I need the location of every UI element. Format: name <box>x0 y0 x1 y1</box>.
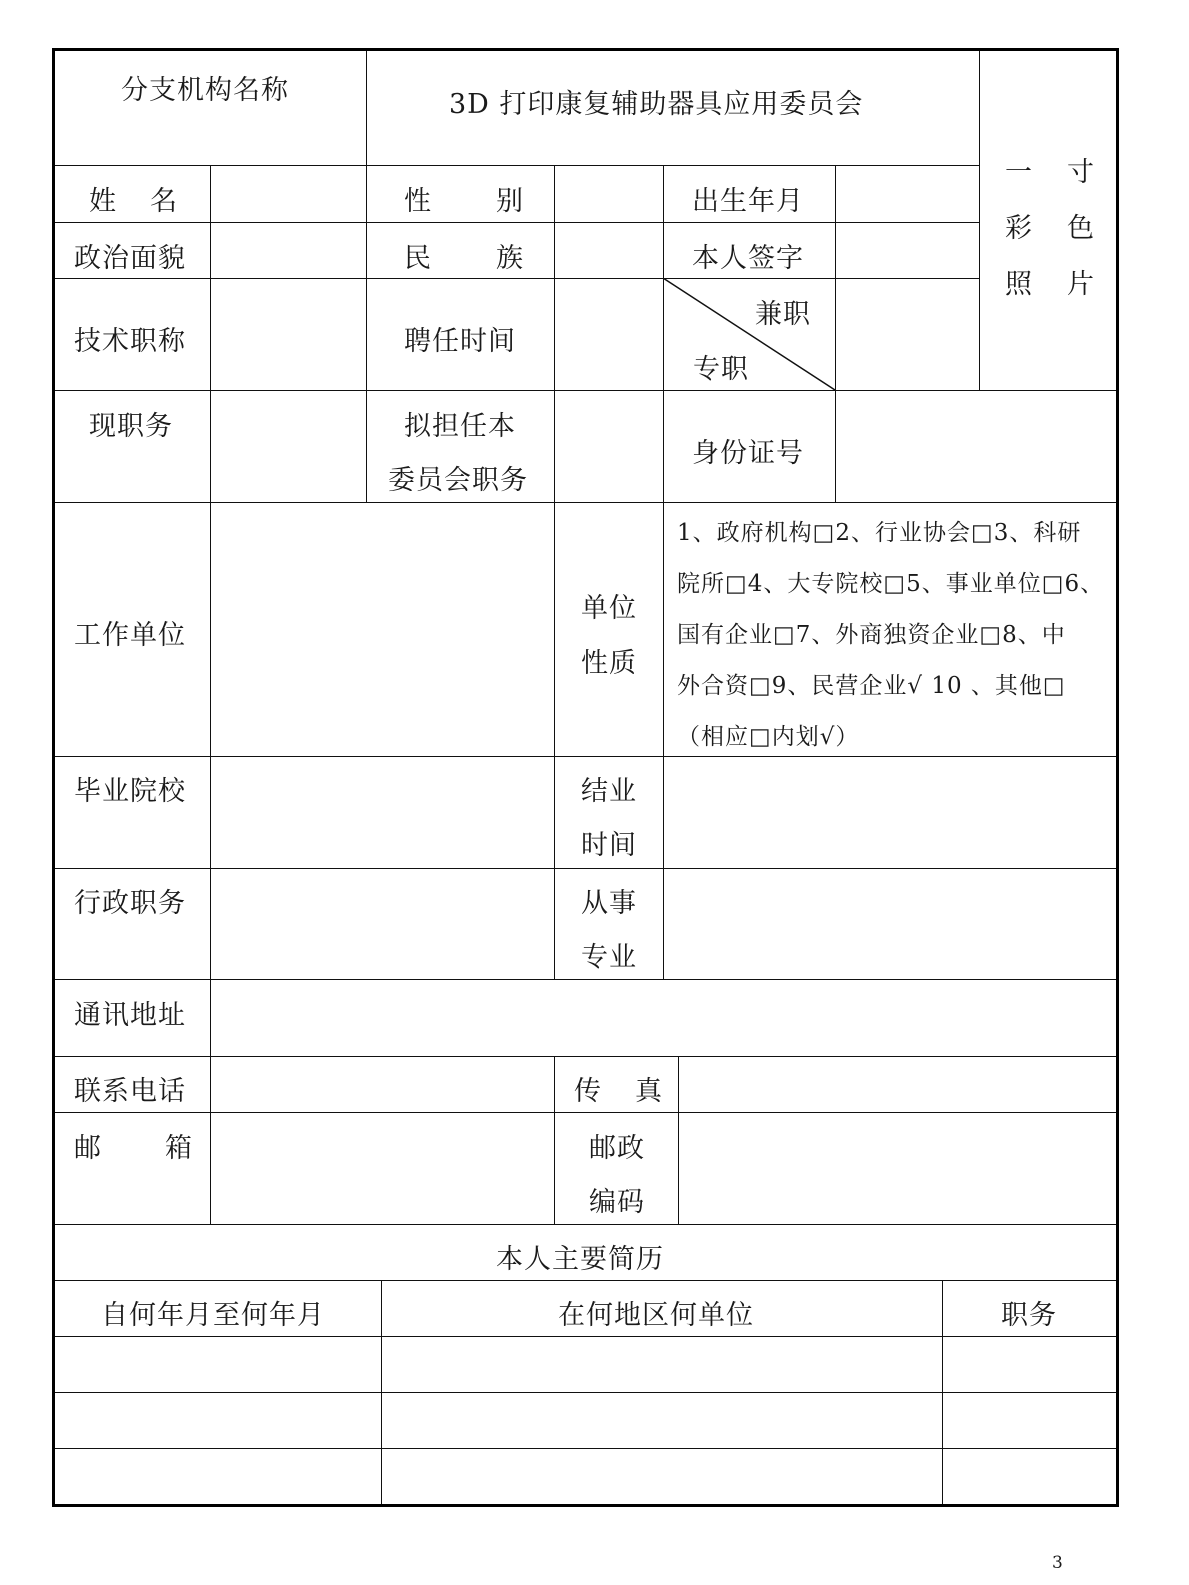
graduated-school-field[interactable] <box>213 759 552 866</box>
row-divider <box>55 1112 1116 1113</box>
resume-col-post: 职务 <box>1001 1300 1057 1331</box>
proposed-post-label: 委员会职务 <box>388 465 528 496</box>
row-divider <box>55 1224 1116 1225</box>
fax-field[interactable] <box>681 1059 1114 1110</box>
resume-row[interactable] <box>55 1451 1116 1501</box>
graduation-time-field[interactable] <box>666 759 1114 866</box>
graduation-time-label: 时间 <box>581 830 637 861</box>
branch-name-label: 分支机构名称 <box>121 75 289 106</box>
photo-label: 色 <box>1067 213 1095 244</box>
photo-label: 片 <box>1067 269 1095 300</box>
unit-type-option-line: 外合资□9、民营企业√ 10 、其他□ <box>677 673 1066 699</box>
photo-label: 一 <box>1005 157 1033 188</box>
specialty-field[interactable] <box>666 871 1114 977</box>
row-divider <box>55 1336 1116 1337</box>
resume-title: 本人主要简历 <box>496 1244 664 1275</box>
graduation-time-label: 结业 <box>581 776 637 807</box>
row-divider <box>55 502 1116 503</box>
email-field[interactable] <box>213 1115 552 1222</box>
postal-code-label: 编码 <box>589 1187 645 1218</box>
part-time-label: 兼职 <box>755 299 811 330</box>
col-divider <box>835 165 836 502</box>
row-divider <box>55 222 979 223</box>
resume-row[interactable] <box>55 1339 1116 1391</box>
diagonal-divider <box>663 278 835 390</box>
postal-code-field[interactable] <box>681 1115 1114 1222</box>
email-label: 箱 <box>165 1133 193 1164</box>
resume-row[interactable] <box>55 1395 1116 1447</box>
row-divider <box>55 278 979 279</box>
address-field[interactable] <box>213 982 1114 1054</box>
resume-col-period: 自何年月至何年月 <box>101 1300 325 1331</box>
row-divider <box>55 756 1116 757</box>
fax-label: 传 <box>574 1076 602 1107</box>
specialty-label: 专业 <box>581 942 637 973</box>
fax-label: 真 <box>635 1076 663 1107</box>
specialty-label: 从事 <box>581 888 637 919</box>
unit-nature-label: 单位 <box>581 593 637 624</box>
phone-label: 联系电话 <box>74 1076 186 1107</box>
work-unit-field[interactable] <box>213 505 552 754</box>
unit-type-option-line: 国有企业□7、外商独资企业□8、中 <box>677 622 1066 648</box>
ethnicity-field[interactable] <box>557 225 661 276</box>
graduated-school-label: 毕业院校 <box>74 776 186 807</box>
row-divider <box>55 979 1116 980</box>
col-divider <box>554 165 555 502</box>
name-field[interactable] <box>213 168 363 220</box>
col-divider <box>678 1056 679 1224</box>
postal-code-label: 邮政 <box>589 1133 645 1164</box>
gender-field[interactable] <box>557 168 661 220</box>
name-label: 姓 <box>89 186 117 217</box>
political-status-label: 政治面貌 <box>74 243 186 274</box>
row-divider <box>55 390 1116 391</box>
technical-title-field[interactable] <box>213 281 363 388</box>
technical-title-label: 技术职称 <box>74 326 186 357</box>
unit-type-option-line: 1、政府机构□2、行业协会□3、科研 <box>677 520 1082 546</box>
photo-label: 彩 <box>1005 213 1033 244</box>
col-divider <box>210 502 211 1224</box>
col-divider <box>554 502 555 979</box>
col-divider <box>979 51 980 390</box>
ethnicity-label: 民 <box>404 243 432 274</box>
proposed-post-label: 拟担任本 <box>404 411 516 442</box>
col-divider <box>210 165 211 502</box>
birth-date-label: 出生年月 <box>692 186 804 217</box>
col-divider <box>366 51 367 502</box>
col-divider <box>663 165 664 756</box>
current-post-label: 现职务 <box>89 411 173 442</box>
ethnicity-label: 族 <box>496 243 524 274</box>
col-divider <box>554 1056 555 1224</box>
unit-type-option-line: （相应□内划√） <box>677 724 860 750</box>
id-number-label: 身份证号 <box>692 438 804 469</box>
hire-time-field[interactable] <box>557 281 661 388</box>
phone-field[interactable] <box>213 1059 552 1110</box>
page-number: 3 <box>1052 1553 1063 1573</box>
col-divider <box>663 756 664 979</box>
resume-col-unit: 在何地区何单位 <box>558 1300 754 1331</box>
work-unit-label: 工作单位 <box>74 620 186 651</box>
admin-post-field[interactable] <box>213 871 552 977</box>
row-divider <box>55 1392 1116 1393</box>
gender-label: 性 <box>404 186 432 217</box>
unit-nature-label: 性质 <box>581 648 637 679</box>
branch-name-value: 3D 打印康复辅助器具应用委员会 <box>449 89 864 120</box>
photo-label: 照 <box>1005 269 1033 300</box>
current-post-field[interactable] <box>213 393 363 500</box>
proposed-post-field[interactable] <box>557 393 661 500</box>
row-divider <box>366 165 979 166</box>
signature-field[interactable] <box>838 225 977 276</box>
unit-type-option-line: 院所□4、大专院校□5、事业单位□6、 <box>677 571 1105 597</box>
political-status-field[interactable] <box>213 225 363 276</box>
full-time-label: 专职 <box>693 354 749 385</box>
email-label: 邮 <box>74 1133 102 1164</box>
gender-label: 别 <box>496 186 524 217</box>
hire-time-label: 聘任时间 <box>404 326 516 357</box>
birth-date-field[interactable] <box>838 168 977 220</box>
photo-label: 寸 <box>1067 157 1095 188</box>
row-divider <box>55 868 1116 869</box>
admin-post-label: 行政职务 <box>74 888 186 919</box>
name-label: 名 <box>150 186 178 217</box>
id-number-field[interactable] <box>838 393 1114 500</box>
registration-form <box>52 48 1119 1507</box>
row-divider <box>55 1056 1116 1057</box>
row-divider <box>55 1448 1116 1449</box>
row-divider <box>55 1280 1116 1281</box>
signature-label: 本人签字 <box>692 243 804 274</box>
address-label: 通讯地址 <box>74 1000 186 1031</box>
